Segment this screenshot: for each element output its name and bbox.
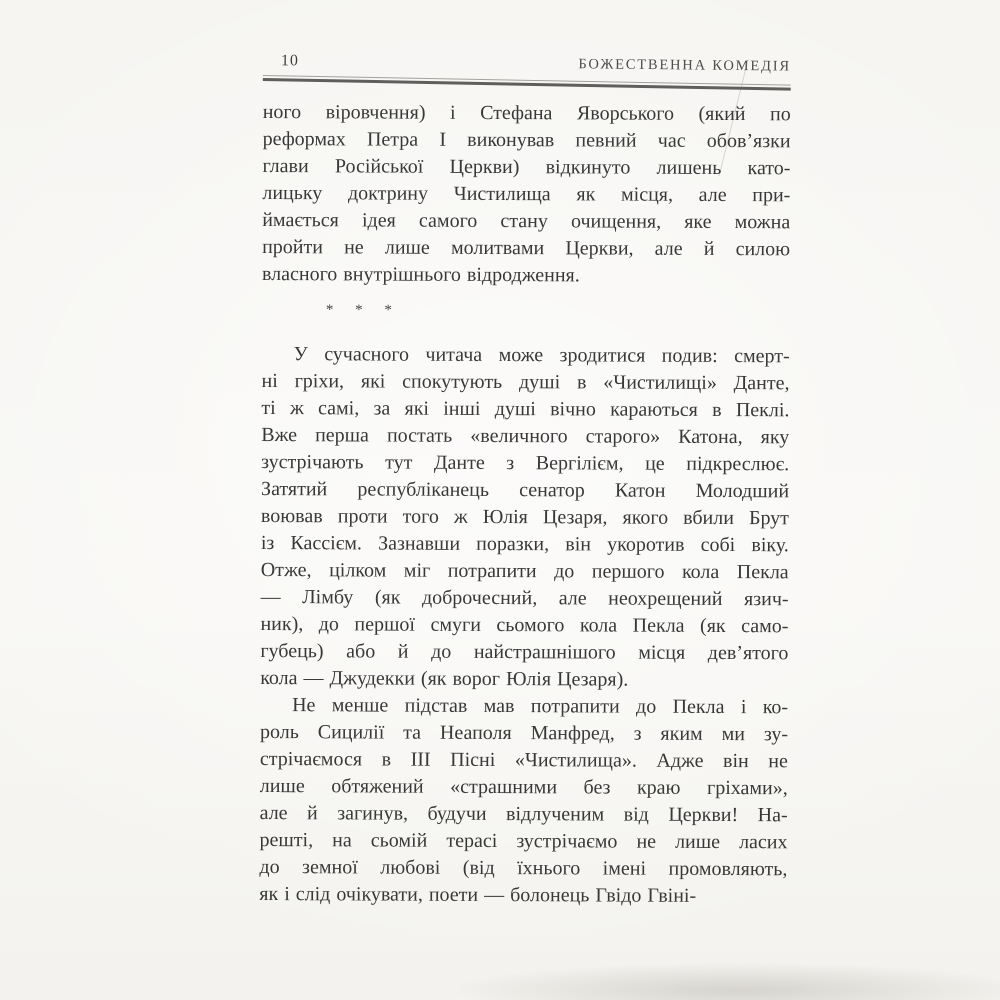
text-line: Не менше підстав мав потрапити до Пекла і ко-	[292, 693, 789, 718]
text-line: — Лімбу (як доброчесний, але неохрещений язич-	[260, 585, 789, 610]
text-line: до земної любові (від їхнього імені промовляють,	[259, 855, 788, 880]
text-line: ймається ідея самого стану очищення, яке можна	[262, 208, 791, 233]
text-line: воював проти того ж Юлія Цезаря, якого вбили Брут	[260, 504, 790, 529]
text-line: лише обтяжений «страшними без краю гріхами»,	[259, 774, 788, 799]
text-line: пройти не лише молитвами Церкви, але й силою	[262, 235, 791, 260]
section-separator: * * *	[325, 301, 401, 319]
text-line: глави Російської Церкви) відкинуто лишень като-	[262, 154, 791, 179]
text-body	[259, 98, 791, 909]
text-line: реформах Петра І виконував певний час обов’язки	[262, 127, 791, 152]
text-line: ного віровчення) і Стефана Яворського (який по	[262, 100, 791, 125]
paragraph	[262, 98, 791, 289]
text-line: Затятий республіканець сенатор Катон Молодший	[261, 477, 790, 502]
running-header	[263, 48, 791, 76]
text-line: У сучасного читача може зродитися подив: смерт-	[293, 342, 790, 367]
text-line: ні гріхи, які спокутують душі в «Чистилищі» Данте,	[261, 369, 790, 394]
text-line: стрічаємося в III Пісні «Чистилища». Адже він не	[259, 747, 788, 772]
header-rule	[263, 75, 791, 90]
text-line: ті ж самі, за які інші душі вічно караються в Пеклі.	[261, 396, 790, 421]
paragraph	[260, 340, 790, 693]
text-line: ник), до першої смуги сьомого кола Пекла (як само-	[260, 612, 789, 637]
text-line: із Кассієм. Зазнавши поразки, він укоротив собі віку.	[260, 531, 789, 556]
running-title: БОЖЕСТВЕННА КОМЕДІЯ	[578, 56, 791, 75]
text-line: решті, на сьомій терасі зустрічаємо не лише ласих	[259, 828, 788, 853]
text-line: губець) або й до найстрашнішого місця дев’ятого	[260, 639, 789, 664]
text-line: Отже, цілком міг потрапити до першого кола Пекла	[260, 558, 789, 583]
text-line: але й загинув, будучи відлученим від Церкви! На-	[259, 801, 788, 826]
text-line: власного внутрішнього відродження.	[261, 262, 580, 286]
paragraph	[259, 691, 788, 909]
text-line: кола — Джудекки (як ворог Юлія Цезаря).	[260, 666, 629, 691]
text-line: Вже перша постать «величного старого» Катона, яку	[261, 423, 790, 448]
text-line: як і слід очікувати, поети — болонець Гвідо Гвіні-	[259, 882, 697, 907]
page-number: 10	[280, 52, 299, 70]
page-content	[259, 48, 791, 910]
text-line: зустрічають тут Данте з Вергілієм, це підкреслює.	[261, 450, 790, 475]
text-line: роль Сицилії та Неаполя Манфред, з яким ми зу-	[259, 720, 789, 745]
text-line: лицьку доктрину Чистилища як місця, але при-	[262, 181, 791, 206]
